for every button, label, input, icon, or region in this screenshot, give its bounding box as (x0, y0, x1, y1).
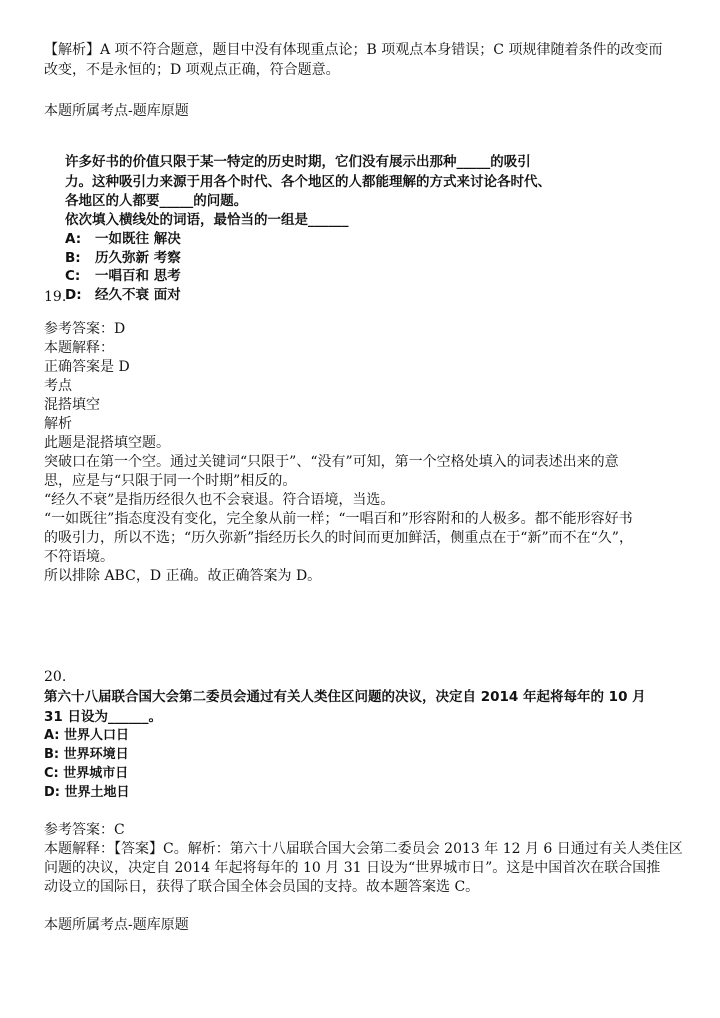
q19-correct-answer: 正确答案是 D (44, 359, 130, 375)
q18-analysis-line-2: 改变，不是永恒的；D 项观点正确，符合题意。 (44, 62, 340, 78)
q20-exp-line-1: 本题解释：【答案】C。解析：第六十八届联合国大会第二委员会 2013 年 12 月 6 日通过有关人类住区 (44, 841, 683, 857)
q19-answer: 参考答案：D (44, 321, 126, 337)
q20-number: 20. (44, 669, 67, 685)
q19-exp-line-2: 突破口在第一个空。通过关键词“只限于”、“没有”可知，第一个空格处填入的词表述出来的意 (44, 454, 619, 470)
q19-explanation-label: 本题解释： (44, 340, 114, 356)
q20-stem-line-2: 31 日设为______。 (44, 709, 162, 725)
q20-option-d: D: 世界土地日 (44, 785, 130, 800)
q19-kaodian-label: 考点 (44, 378, 72, 394)
q19-exp-line-8: 所以排除 ABC，D 正确。故正确答案为 D。 (44, 568, 322, 584)
q20-answer: 参考答案：C (44, 822, 125, 838)
q20-source: 本题所属考点-题库原题 (44, 917, 189, 933)
q19-exp-line-7: 不符语境。 (44, 549, 114, 565)
q19-option-a: A: 一如既往 解决 (65, 231, 181, 247)
q20-option-a: A: 世界人口日 (44, 728, 130, 743)
q19-option-b: B: 历久弥新 考察 (65, 250, 181, 266)
q19-number: 19. (44, 289, 67, 305)
q19-option-d: D: 经久不衰 面对 (65, 287, 181, 303)
q19-exp-line-4: “经久不衰”是指历经很久也不会衰退。符合语境，当选。 (44, 492, 395, 508)
q19-exp-line-6: 的吸引力，所以不选；“历久弥新”指经历长久的时间而更加鲜活，侧重点在于“新”而不在“久”， (44, 530, 633, 546)
q20-stem-line-1: 第六十八届联合国大会第二委员会通过有关人类住区问题的决议，决定自 2014 年起将每年的 10 月 (44, 689, 646, 705)
q20-option-c: C: 世界城市日 (44, 766, 129, 781)
q19-stem-line-2: 力。这种吸引力来源于用各个时代、各个地区的人都能理解的方式来讨论各时代、 (65, 174, 551, 190)
q19-jiexi-label: 解析 (44, 416, 72, 432)
q20-exp-line-3: 动设立的国际日，获得了联合国全体会员国的支持。故本题答案选 C。 (44, 879, 480, 895)
q18-analysis-line-1: 【解析】A 项不符合题意，题目中没有体现重点论；B 项观点本身错误；C 项规律随着条件的改变而 (44, 42, 663, 58)
q19-exp-line-5: “一如既往”指态度没有变化，完全象从前一样；“一唱百和”形容附和的人极多。都不能形容好书 (44, 511, 633, 527)
q19-stem-line-3: 各地区的人都要_____的问题。 (65, 193, 248, 209)
q19-stem-line-1: 许多好书的价值只限于某一特定的历史时期，它们没有展示出那种_____的吸引 (65, 154, 531, 170)
q19-stem-line-4: 依次填入横线处的词语，最恰当的一组是______ (65, 212, 349, 228)
q20-exp-line-2: 问题的决议，决定自 2014 年起将每年的 10 月 31 日设为“世界城市日”。这是中国首次在联合国推 (44, 860, 661, 876)
q18-source: 本题所属考点-题库原题 (44, 103, 189, 119)
q19-kaodian: 混搭填空 (44, 397, 100, 413)
q19-exp-line-3: 思，应是与“只限于同一个时期”相反的。 (44, 473, 297, 489)
q19-option-c: C: 一唱百和 思考 (65, 268, 181, 284)
q20-option-b: B: 世界环境日 (44, 747, 129, 762)
q19-exp-line-1: 此题是混搭填空题。 (44, 435, 170, 451)
